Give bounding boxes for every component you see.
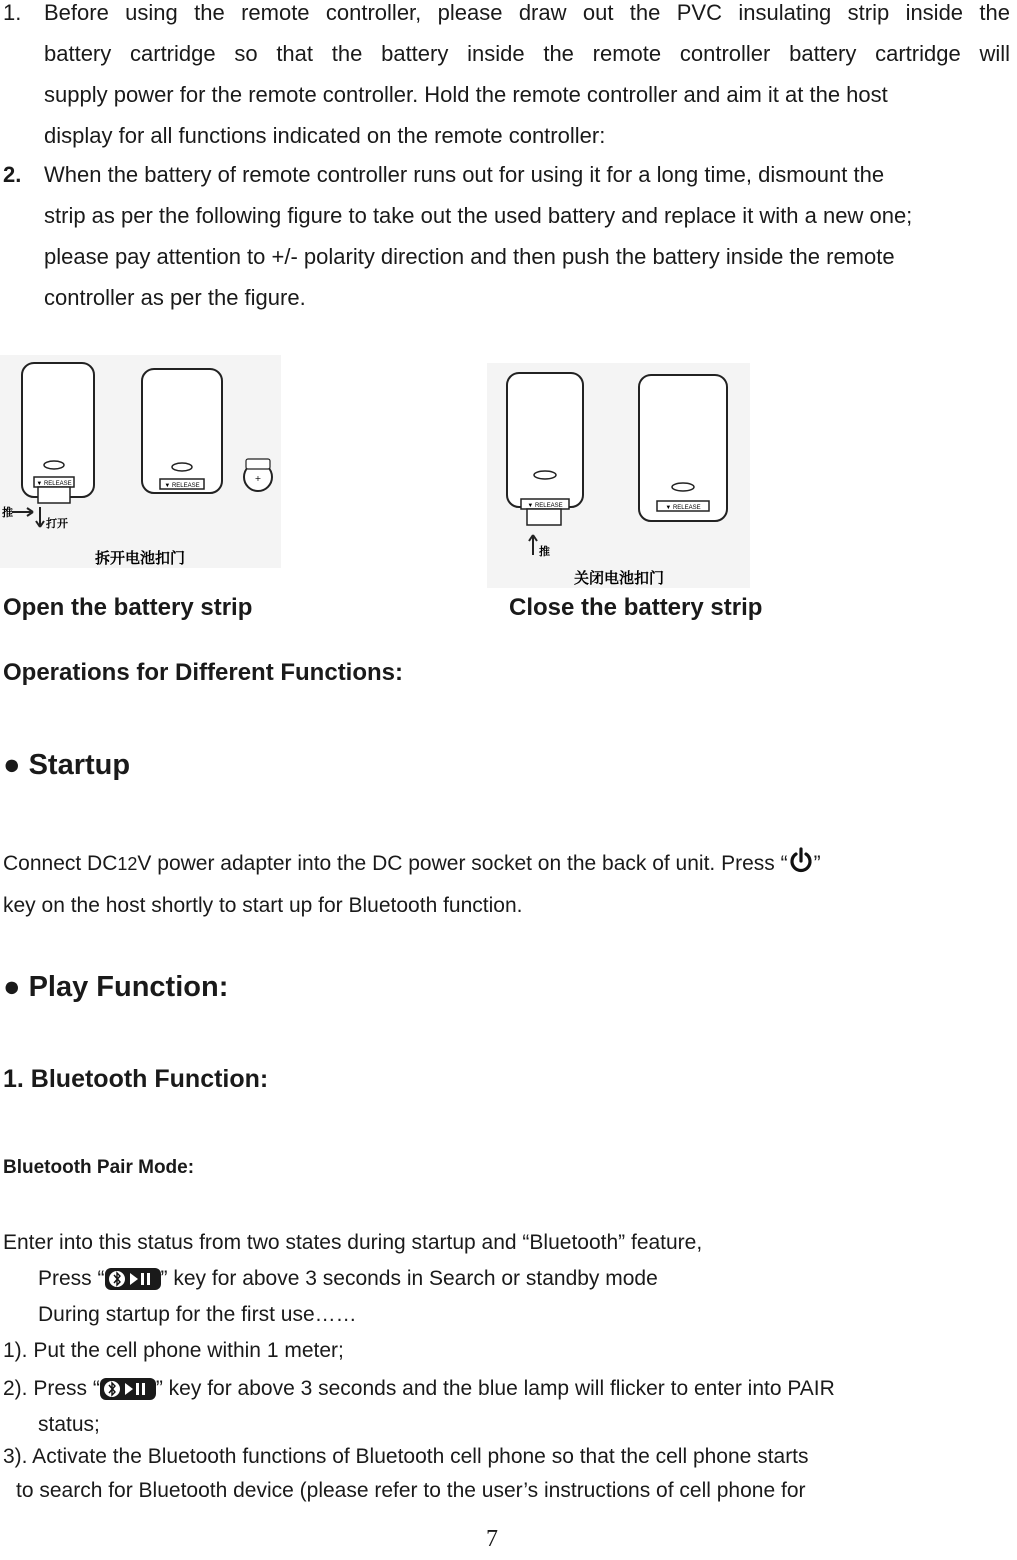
pair-text: Press “ [38, 1267, 105, 1290]
bluetooth-pair-mode-heading: Bluetooth Pair Mode: [3, 1157, 195, 1178]
caption-open-battery: Open the battery strip [3, 594, 253, 621]
figure-caption-cn: 关闭电池扣门 [573, 569, 665, 587]
step-line: please pay attention to +/- polarity direction and then push the battery inside the remote [44, 244, 895, 269]
step-line: When the battery of remote controller runs out for using it for a long time, dismount the [44, 162, 885, 187]
operations-heading: Operations for Different Functions: [3, 659, 404, 686]
bluetooth-play-pause-icon [100, 1378, 156, 1400]
release-label: ▼ RELEASE [527, 503, 563, 509]
startup-heading: ● Startup [3, 749, 131, 781]
startup-line-2: key on the host shortly to start up for Bluetooth function. [3, 894, 523, 917]
page-number: 7 [486, 1526, 498, 1552]
close-battery-illustration [487, 363, 750, 588]
open-label: 打开 [46, 517, 68, 530]
open-battery-figure [0, 355, 281, 568]
pair-text: ” key for above 3 seconds in Search or standby mode [160, 1267, 658, 1290]
pair-intro: Enter into this status from two states during startup and “Bluetooth” feature, [3, 1231, 703, 1254]
pair-step-3: 3). Activate the Bluetooth functions of Bluetooth cell phone so that the cell phone starts [3, 1445, 809, 1468]
push-label: 推 [539, 545, 550, 558]
startup-text: Connect DC [3, 852, 118, 875]
release-label: ▼ RELEASE [36, 481, 72, 487]
close-battery-figure [487, 363, 750, 588]
startup-text: V power adapter into the DC power socket on the back of unit. Press “ [137, 852, 788, 875]
pair-text: ” key for above 3 seconds and the blue lamp will flicker to enter into PAIR [155, 1377, 835, 1400]
step-line: Before using the remote controller, please draw out the PVC insulating strip inside the [44, 0, 1010, 25]
push-label: 推 [2, 506, 13, 519]
bluetooth-function-heading: 1. Bluetooth Function: [3, 1065, 269, 1093]
pair-text: 2). Press “ [3, 1377, 100, 1400]
startup-line-1 [3, 847, 821, 876]
first-use-line: During startup for the first use…… [38, 1303, 357, 1326]
caption-close-battery: Close the battery strip [509, 594, 763, 621]
figure-caption-cn: 拆开电池扣门 [94, 549, 186, 567]
release-label: ▼ RELEASE [164, 483, 200, 489]
step-number: 1. [3, 0, 22, 25]
pair-step-2-cont: status; [38, 1413, 100, 1436]
bluetooth-play-pause-icon [105, 1268, 161, 1290]
step-line: strip as per the following figure to take out the used battery and replace it with a new one; [44, 203, 913, 228]
step-line: supply power for the remote controller. Hold the remote controller and aim it at the host [44, 82, 888, 107]
pair-press-line [38, 1267, 658, 1291]
step-line: battery cartridge so that the battery inside the remote controller battery cartridge will [44, 41, 1010, 66]
step-line: display for all functions indicated on the remote controller: [44, 123, 606, 148]
step-number: 2. [3, 162, 22, 187]
power-icon [788, 847, 814, 875]
pair-step-3-cont: to search for Bluetooth device (please refer to the user’s instructions of cell phone for [16, 1479, 806, 1502]
svg-text:+: + [254, 474, 262, 483]
startup-text: ” [813, 852, 821, 875]
open-battery-illustration [0, 355, 281, 568]
pair-step-2 [3, 1377, 835, 1401]
play-function-heading: ● Play Function: [3, 971, 229, 1003]
pair-step-1: 1). Put the cell phone within 1 meter; [3, 1339, 344, 1362]
startup-voltage: 12 [117, 854, 138, 874]
release-label: ▼ RELEASE [665, 505, 701, 511]
step-line: controller as per the figure. [44, 285, 306, 310]
